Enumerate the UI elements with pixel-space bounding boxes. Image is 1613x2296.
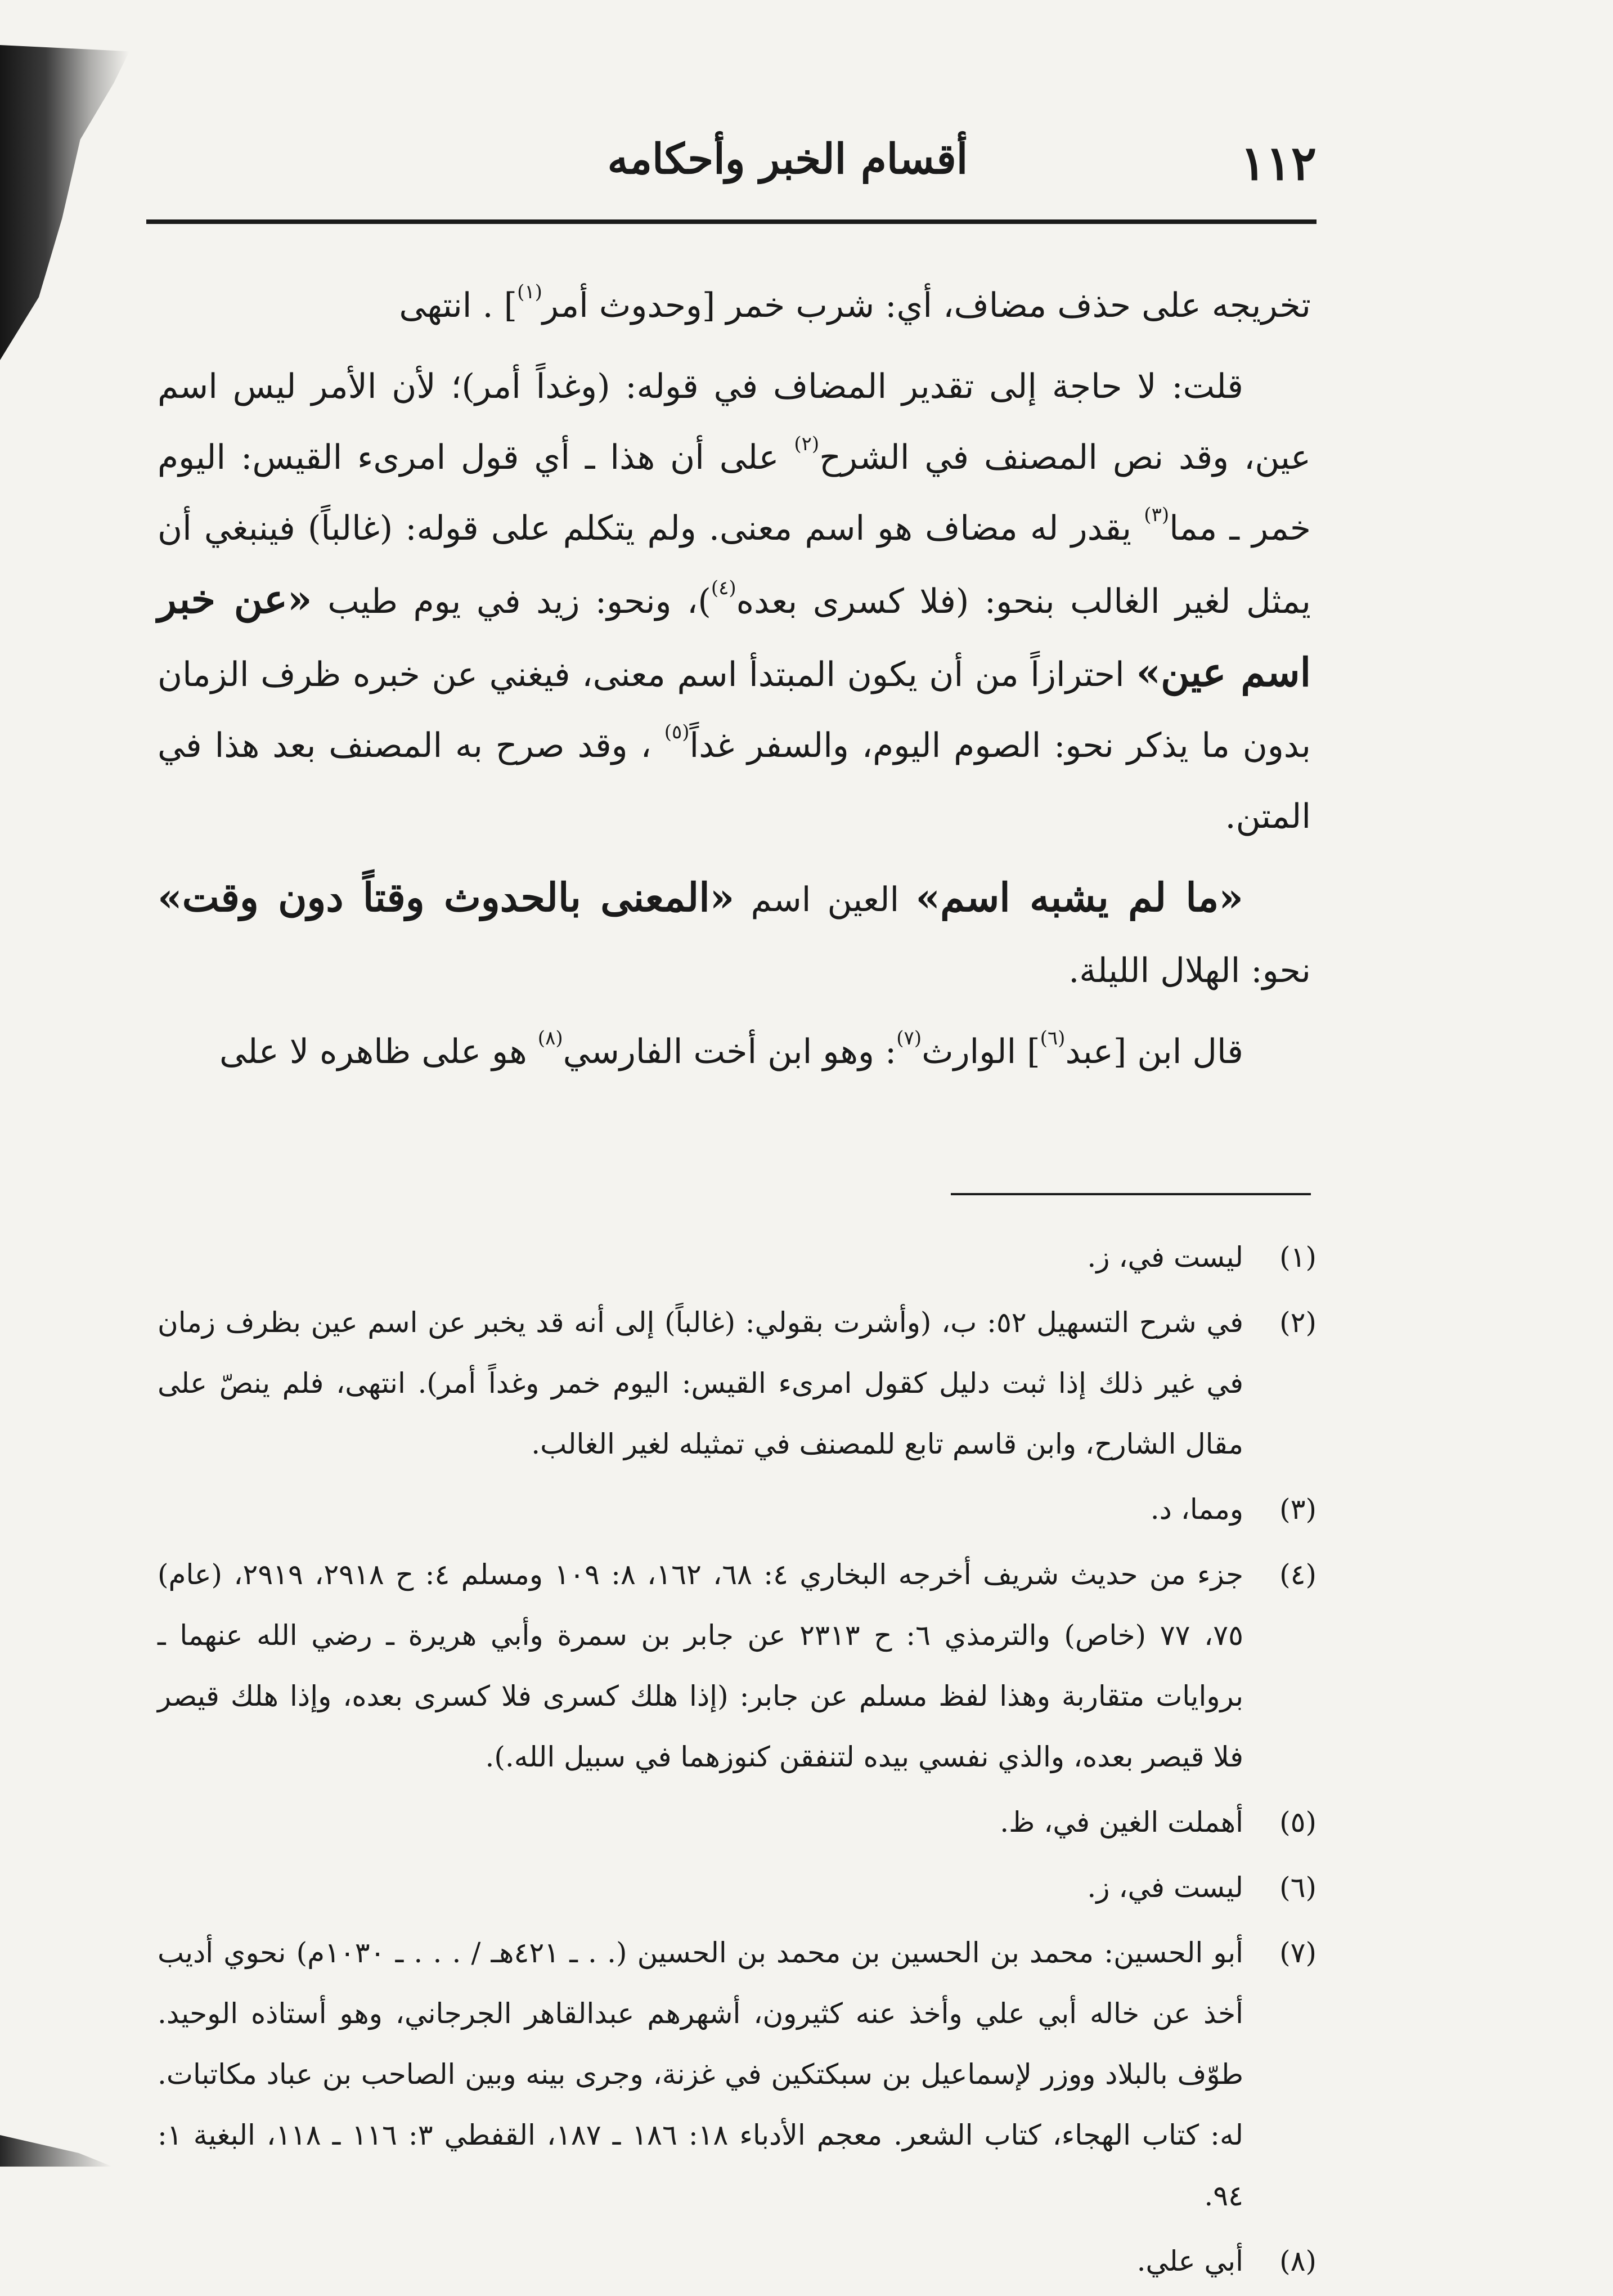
text-segment: : وهو ابن أخت الفارسي [563,1032,897,1071]
book-page [146,124,1322,2277]
paragraph-2 [158,351,1311,852]
text-segment: ، وقد صرح به المصنف بعد هذا في المتن. [158,726,1311,836]
text-segment: قال ابن [عبد [1065,1032,1243,1071]
footnote-ref-7: (٧) [896,1027,922,1050]
footnote-ref-2: (٢) [794,433,820,455]
text-segment: على أن هذا ـ أي قول امرىء القيس: اليوم خمر ـ مما [158,438,1311,548]
footnote-ref-5: (٥) [664,721,690,743]
paragraph-1 [158,270,1311,341]
text-segment: العين اسم [751,880,900,920]
footnote [158,1857,1317,1918]
footnote-text: أهملت الغين في، ظ. [1000,1806,1243,1838]
footnote-number: (٧) [1279,1936,1317,1969]
bold-phrase: «عن خبر اسم عين» [158,576,1311,696]
page-number: ١١٢ [1240,135,1317,191]
scan-edge-shadow-bottom [0,2122,113,2167]
paragraph-3 [158,862,1311,1006]
footnote-separator [951,1193,1311,1195]
footnote-text: ومما، د. [1150,1493,1243,1526]
text-segment: )، ونحو: زيد في يوم طيب [327,582,711,621]
footnote-text: جزء من حديث شريف أخرجه البخاري ٤: ٦٨، ١٦٢، ٨: ١٠٩ ومسلم ٤: ح ٢٩١٨، ٢٩١٩، (عام) ٧٥، ٧٧ (خاص) والترمذي ٦: ح ٢٣١٣ عن جابر بن سمرة وأبي هريرة ـ رضي الله عنهما ـ بروايات متقاربة وهذا لفظ مسلم عن جابر: (إذا هلك كسرى فلا كسرى بعده، وإذا هلك قيصر فلا قيصر بعده، والذي نفسي بيده لتنفقن كنوزهما في سبيل الله.). [158,1558,1244,1773]
footnote [158,1544,1317,1787]
footnote-text: في شرح التسهيل ٥٢: ب، (وأشرت بقولي: (غالباً) إلى أنه قد يخبر عن اسم عين بظرف زمان في غير ذلك إذا ثبت دليل كقول امرىء القيس: اليوم خمر وغداً أمر). انتهى، فلم ينصّ على مقال الشارح، وابن قاسم تابع للمصنف في تمثيله لغير الغالب. [158,1306,1243,1460]
footnote [158,1479,1317,1540]
footnote-number: (٢) [1279,1306,1317,1339]
text-segment: ] الوارث [922,1032,1040,1071]
text-segment: نحو: الهلال الليلة. [1068,951,1311,990]
running-title: أقسام الخبر وأحكامه [607,135,968,183]
text-segment: هو على ظاهره لا على [219,1032,527,1071]
text-segment: يقدر له مضاف هو اسم معنى. ولم يتكلم على قوله: (غالباً) فينبغي أن يمثل لغير الغالب بنحو: (فلا كسرى بعده [158,509,1311,621]
footnote [158,1922,1317,2226]
main-text [158,270,1311,1097]
footnote [158,1792,1317,1853]
footnote [158,1227,1317,1288]
footnotes [158,1227,1317,2296]
bold-phrase: «المعنى بالحدوث وقتاً دون وقت» [158,874,735,921]
footnote-number: (٦) [1279,1871,1317,1904]
text-segment: ] . انتهى [399,286,518,325]
footnote-ref-4: (٤) [711,577,736,599]
footnote-text: ليست في، ز. [1087,1871,1243,1904]
footnote-number: (٤) [1279,1558,1317,1591]
page-header [146,124,1322,214]
footnote-number: (١) [1279,1241,1317,1273]
footnote-ref-8: (٨) [537,1027,563,1050]
text-segment: احترازاً من أن يكون المبتدأ اسم معنى، فيغني عن خبره ظرف الزمان بدون ما يذكر نحو: الصوم اليوم، والسفر غداً [158,655,1311,765]
footnote-ref-3: (٣) [1144,504,1170,526]
header-rule [146,219,1317,224]
footnote-ref-6: (٦) [1040,1027,1066,1050]
text-segment: تخريجه على حذف مضاف، أي: شرب خمر [وحدوث أمر [542,286,1311,325]
paragraph-4 [158,1016,1311,1087]
footnote-number: (٥) [1279,1806,1317,1838]
footnote [158,2231,1317,2291]
footnote-text: ليست في، ز. [1087,1241,1243,1273]
footnote-text: أبو الحسين: محمد بن الحسين بن محمد بن الحسين (. . ـ ٤٢١هـ / . . . ـ ١٠٣٠م) نحوي أديب أخذ عن خاله أبي علي وأخذ عنه كثيرون، أشهرهم عبدالقاهر الجرجاني، وهو أستاذه الوحيد. طوّف بالبلاد ووزر لإسماعيل بن سبكتكين في غزنة، وجرى بينه وبين الصاحب بن عباد مكاتبات. له: كتاب الهجاء، كتاب الشعر. معجم الأدباء ١٨: ١٨٦ ـ ١٨٧، القفطي ٣: ١١٦ ـ ١١٨، البغية ١: ٩٤. [158,1936,1244,2212]
footnote-text: أبي علي. [1136,2245,1243,2277]
footnote-ref-1: (١) [517,281,542,303]
text-segment: قلت: لا حاجة إلى تقدير المضاف في قوله: (وغداً أمر)؛ لأن الأمر ليس اسم عين، وقد نص المصنف في الشرح [158,367,1311,477]
footnote-number: (٨) [1279,2245,1317,2277]
scan-edge-shadow [0,45,129,360]
footnote-number: (٣) [1279,1493,1317,1526]
footnote [158,1292,1317,1474]
bold-phrase: «ما لم يشبه اسم» [915,874,1244,921]
